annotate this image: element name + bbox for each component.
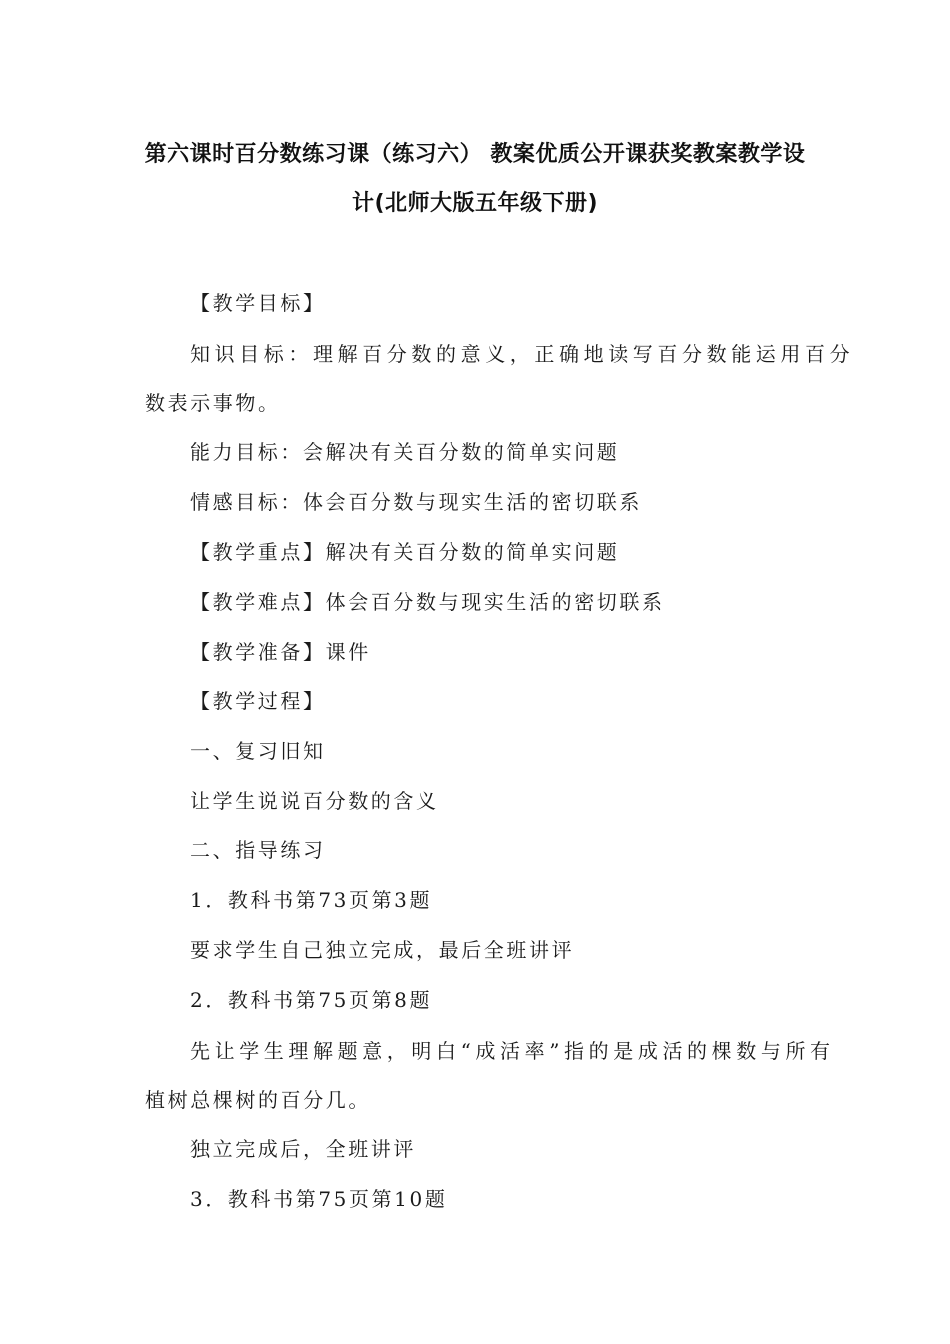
list-item-exercise-1: 1．教科书第73页第3题 — [190, 888, 433, 912]
paragraph-exercise-1: 要求学生自己独立完成，最后全班讲评 — [190, 938, 575, 962]
list-item-exercise-2: 2．教科书第75页第8题 — [190, 988, 433, 1012]
paragraph-emotion-goal: 情感目标：体会百分数与现实生活的密切联系 — [190, 490, 642, 514]
paragraph-knowledge-goal: 知识目标：理解百分数的意义，正确地读写百分数能运用百分 — [190, 342, 855, 366]
subheading-practice: 二、指导练习 — [190, 838, 326, 862]
paragraph-difficult-point: 【教学难点】体会百分数与现实生活的密切联系 — [190, 590, 665, 614]
document-title-line-2: 计(北师大版五年级下册) — [351, 191, 599, 216]
paragraph-exercise-2-review: 独立完成后，全班讲评 — [190, 1137, 416, 1161]
document-title-line-1: 第六课时百分数练习课（练习六） 教案优质公开课获奖教案教学设 — [144, 142, 806, 167]
section-heading-objectives: 【教学目标】 — [190, 291, 326, 315]
paragraph-exercise-2: 先让学生理解题意，明白“成活率”指的是成活的棵数与所有 — [190, 1039, 835, 1063]
paragraph-exercise-2-cont: 植树总棵树的百分几。 — [145, 1088, 371, 1112]
paragraph-knowledge-goal-cont: 数表示事物。 — [145, 391, 281, 415]
list-item-exercise-3: 3．教科书第75页第10题 — [190, 1187, 448, 1211]
section-heading-process: 【教学过程】 — [190, 689, 326, 713]
paragraph-preparation: 【教学准备】课件 — [190, 640, 371, 664]
paragraph-review: 让学生说说百分数的含义 — [190, 789, 439, 813]
subheading-review: 一、复习旧知 — [190, 739, 326, 763]
paragraph-key-point: 【教学重点】解决有关百分数的简单实问题 — [190, 540, 620, 564]
paragraph-ability-goal: 能力目标：会解决有关百分数的简单实问题 — [190, 440, 620, 464]
